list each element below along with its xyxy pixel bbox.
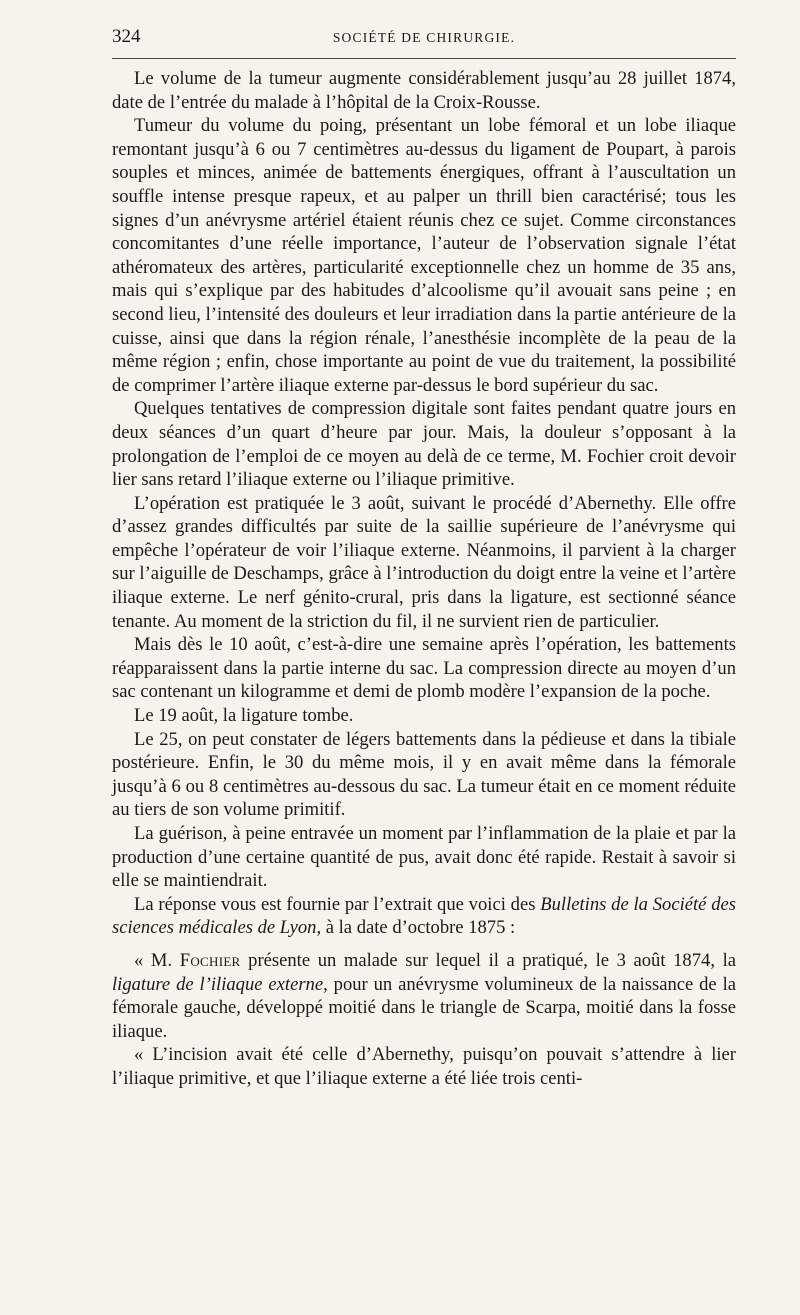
quotation-1-text: présente un malade sur lequel il a pratiqué, le 3 août 1874, la	[240, 949, 736, 971]
paragraph-9	[112, 893, 736, 940]
body-text	[112, 67, 736, 1091]
paragraph-9-text: La réponse vous est fournie par l’extrait que voici des	[134, 893, 541, 915]
paragraph-3: Quelques tentatives de compression digitale sont faites pendant quatre jours en deux séances d’un quart d’heure par jour. Mais, la douleur s’opposant à la prolongation de l’emploi de ce moyen au delà de ce terme, M. Fochier croit devoir lier sans retard l’iliaque externe ou l’iliaque primitive.	[112, 398, 736, 491]
paragraph-6: Le 19 août, la ligature tombe.	[134, 705, 354, 727]
quotation-1-tail: , pour un anévrysme volumineux de la naissance de la fémorale gauche, développé moitié dans le triangle de Scarpa, moitié dans la fosse iliaque.	[112, 973, 736, 1042]
paragraph-8: La guérison, à peine entravée un moment par l’inflammation de la plaie et par la production d’une certaine quantité de pus, avait donc été rapide. Restait à savoir si elle se maintiendrait.	[112, 823, 736, 892]
paragraph-9-tail: , à la date d’octobre 1875 :	[316, 917, 516, 939]
page-number: 324	[112, 26, 141, 47]
paragraph-5: Mais dès le 10 août, c’est-à-dire une semaine après l’opération, les battements réapparaissent dans la partie interne du sac. La compression directe au moyen d’un sac contenant un kilogramme et demi de plomb modère l’expansion de la poche.	[112, 634, 736, 703]
quotation-1	[112, 949, 736, 1043]
running-title: SOCIÉTÉ DE CHIRURGIE.	[332, 30, 516, 45]
journal-title: Bulletins de la Société des sciences médicales de Lyon	[112, 893, 737, 939]
header-rule	[112, 58, 736, 59]
paragraph-7: Le 25, on peut constater de légers battements dans la pédieuse et dans la tibiale postérieure. Enfin, le 30 du même mois, il y en avait même dans la fémorale jusqu’à 6 ou 8 centimètres au-dessous du sac. La tumeur était en ce moment réduite au tiers de son volume primitif.	[112, 728, 736, 821]
running-head	[112, 26, 736, 52]
quotation-1-open: « M.	[134, 949, 180, 971]
quotation-2: « L’incision avait été celle d’Abernethy, puisqu’on pouvait s’attendre à lier l’iliaque primitive, et que l’iliaque externe a été liée trois centi-	[112, 1044, 736, 1089]
surgeon-name: Fochier	[179, 949, 241, 971]
procedure-name: ligature de l’iliaque externe	[112, 973, 324, 995]
paragraph-2: Tumeur du volume du poing, présentant un lobe fémoral et un lobe iliaque remontant jusqu’à 6 ou 7 centimètres au-dessus du ligament de Poupart, à parois souples et minces, animée de battements énergiques, offrant à l’auscultation un souffle intense presque rapeux, et au palper un thrill bien caractérisé; tous les signes d’un anévrysme artériel étaient réunis chez ce sujet. Comme circonstances concomitantes d’une réelle importance, l’auteur de l’observation signale l’état athéromateux des artères, particularité exceptionnelle chez un homme de 35 ans, mais qui s’explique par des habitudes d’alcoolisme qu’il avouait sans peine ; en second lieu, l’intensité des douleurs et leur irradiation dans la partie antérieure de la cuisse, ainsi que dans la région rénale, l’anesthésie incomplète de la peau de la même région ; enfin, chose importante au point de vue du traitement, la possibilité de comprimer l’artère iliaque externe par-dessus le bord supérieur du sac.	[112, 115, 736, 396]
paragraph-1: Le volume de la tumeur augmente considérablement jusqu’au 28 juillet 1874, date de l’entrée du malade à l’hôpital de la Croix-Rousse.	[112, 68, 736, 113]
paragraph-4: L’opération est pratiquée le 3 août, suivant le procédé d’Abernethy. Elle offre d’assez grandes difficultés par suite de la saillie supérieure de l’anévrysme qui empêche l’opérateur de voir l’iliaque externe. Néanmoins, il parvient à la charger sur l’aiguille de Deschamps, grâce à l’introduction du doigt entre la veine et l’artère iliaque externe. Le nerf génito-crural, pris dans la ligature, est sectionné séance tenante. Au moment de la striction du fil, il ne survient rien de particulier.	[112, 492, 736, 632]
